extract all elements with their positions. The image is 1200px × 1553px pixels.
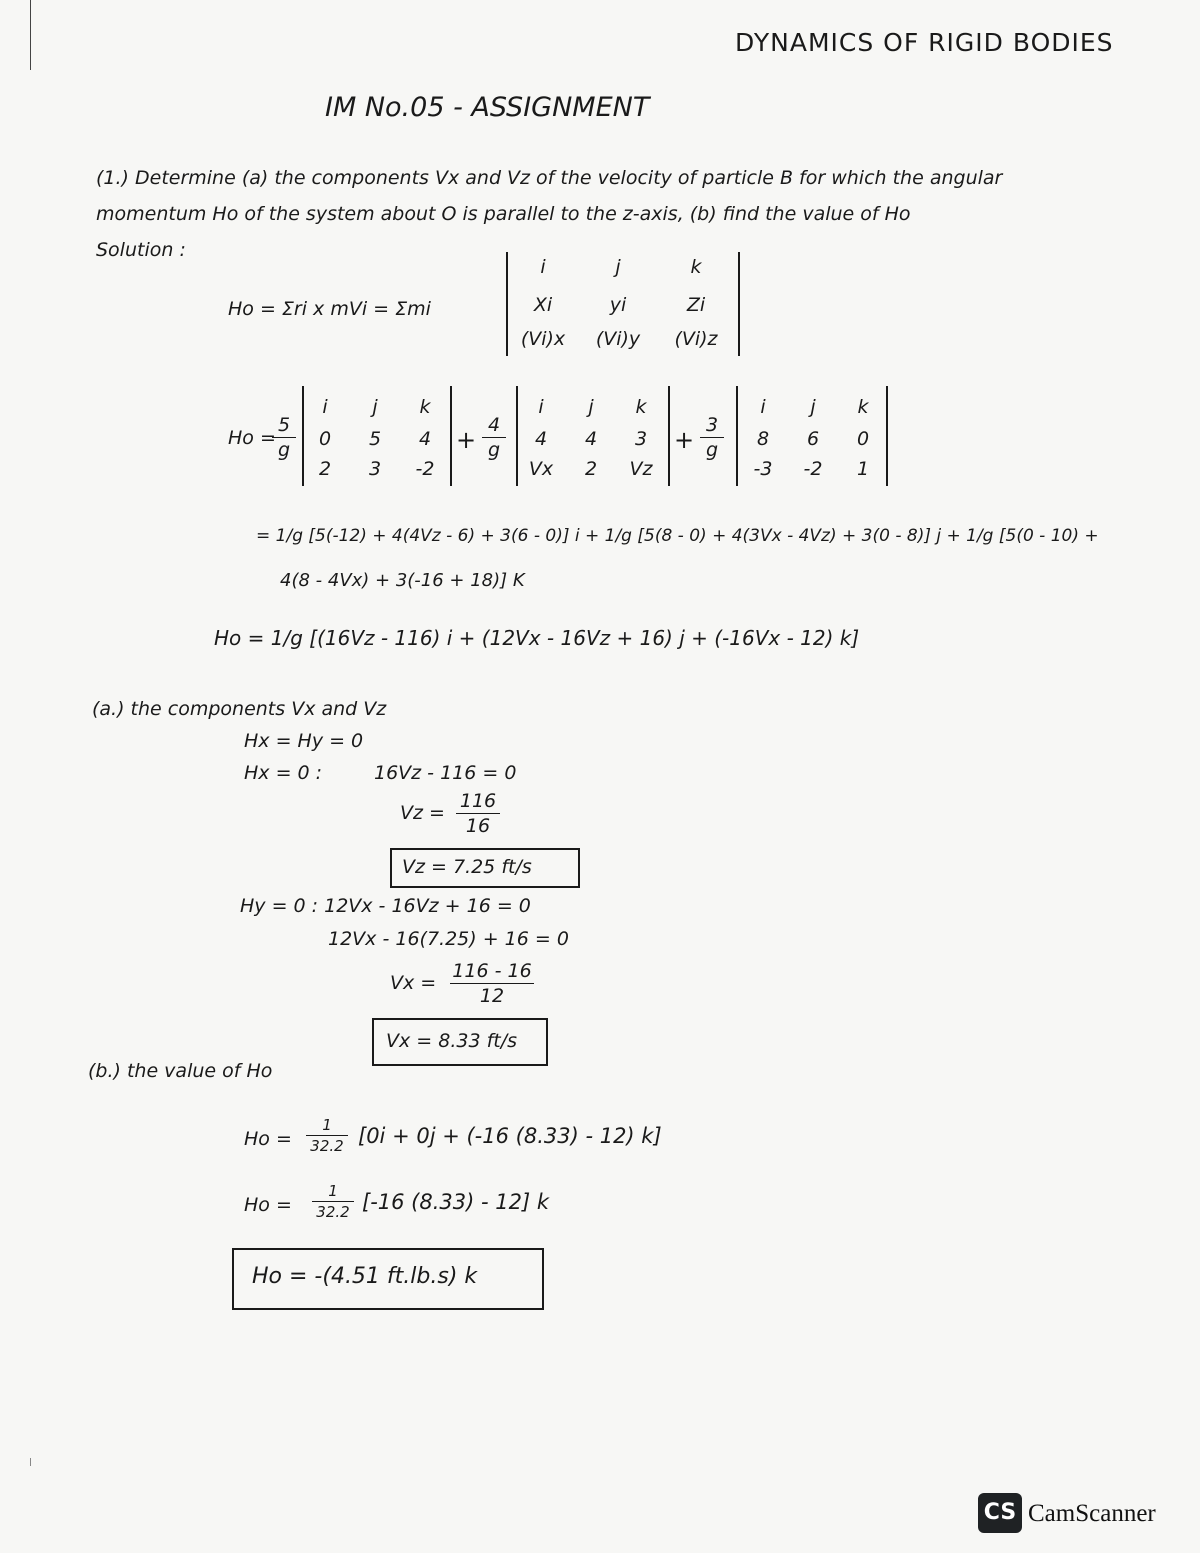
m1-cell: -2 <box>415 458 435 480</box>
part-a-line4: Hy = 0 : 12Vx - 16Vz + 16 = 0 <box>240 895 531 917</box>
frac-den: g <box>705 439 719 461</box>
eq1-lhs: Ho = Σri x mVi = Σmi <box>228 298 431 320</box>
m3-cell: i <box>760 396 766 418</box>
m1-cell: j <box>372 396 378 418</box>
m3-cell: -3 <box>753 458 773 480</box>
frac-den: 32.2 <box>310 1137 344 1155</box>
camscanner-brand: CamScanner <box>1028 1500 1156 1527</box>
m3-cell: 8 <box>756 428 770 450</box>
vx-answer: Vx = 8.33 ft/s <box>386 1030 518 1052</box>
eq2-lhs: Ho = <box>228 427 276 449</box>
m1-cell: i <box>322 396 328 418</box>
m1-cell: 3 <box>368 458 382 480</box>
eq2-plus-1: + <box>456 426 477 454</box>
frac-num: 3 <box>705 414 719 436</box>
part-a-line5: 12Vx - 16(7.25) + 16 = 0 <box>328 928 569 950</box>
part-a-line2b: 16Vz - 116 = 0 <box>374 762 517 784</box>
eq3-line2: 4(8 - 4Vx) + 3(-16 + 18)] K <box>280 570 525 591</box>
m2-cell: 4 <box>534 428 548 450</box>
frac-den: 12 <box>479 985 505 1007</box>
m3-cell: k <box>857 396 869 418</box>
camscanner-logo-icon: CS <box>978 1493 1022 1533</box>
eq1-cell: (Vi)z <box>674 328 718 350</box>
part-b-heading: (b.) the value of Ho <box>88 1060 273 1082</box>
m3-cell: -2 <box>803 458 823 480</box>
frac-num: 116 - 16 <box>452 960 532 982</box>
eq2-determinant-3 <box>736 386 888 486</box>
part-b-line1-frac <box>306 1116 348 1155</box>
eq2-frac2 <box>482 414 506 461</box>
m2-cell: i <box>538 396 544 418</box>
ho-answer: Ho = -(4.51 ft.lb.s) k <box>252 1264 478 1289</box>
part-a-line2: Hx = 0 : <box>244 762 323 784</box>
frac-num: 1 <box>328 1182 338 1200</box>
eq2-frac1 <box>272 414 296 461</box>
vz-answer-box <box>390 848 580 888</box>
frac-num: 116 <box>459 790 497 812</box>
part-a-vx-lhs: Vx = <box>390 972 437 994</box>
margin-mark <box>30 1458 31 1466</box>
m3-cell: j <box>810 396 816 418</box>
frac-den: 32.2 <box>316 1203 350 1221</box>
vx-answer-box <box>372 1018 548 1066</box>
eq1-cell: j <box>615 256 621 278</box>
m2-cell: 3 <box>634 428 648 450</box>
m1-cell: 4 <box>418 428 432 450</box>
part-a-vx-frac <box>450 960 534 1007</box>
eq2-determinant-2 <box>516 386 670 486</box>
eq2-frac3 <box>700 414 724 461</box>
eq1-cell: (Vi)y <box>595 328 641 350</box>
frac-den: 16 <box>465 815 491 837</box>
part-b-line1-lhs: Ho = <box>244 1128 292 1150</box>
m2-cell: k <box>635 396 647 418</box>
eq3-line1: = 1/g [5(-12) + 4(4Vz - 6) + 3(6 - 0)] i + 1/g [5(8 - 0) + 4(3Vx - 4Vz) + 3(0 - 8)] j + 1/g [5(0 - 10) + <box>256 526 1099 546</box>
part-b-line2-lhs: Ho = <box>244 1194 292 1216</box>
eq2-plus-2: + <box>674 426 695 454</box>
part-b-line2-rhs: [-16 (8.33) - 12] k <box>362 1190 549 1214</box>
eq1-cell: i <box>540 256 546 278</box>
subject-heading: DYNAMICS OF RIGID BODIES <box>735 28 1114 57</box>
m1-cell: 5 <box>368 428 382 450</box>
part-b-line1-rhs: [0i + 0j + (-16 (8.33) - 12) k] <box>358 1124 662 1148</box>
vz-answer: Vz = 7.25 ft/s <box>402 856 532 878</box>
assignment-title: IM No.05 - ASSIGNMENT <box>325 92 650 123</box>
eq1-cell: Zi <box>686 294 706 316</box>
eq1-cell: Xi <box>533 294 553 316</box>
solution-label: Solution : <box>96 239 186 261</box>
m3-cell: 0 <box>856 428 870 450</box>
part-a-vz-frac <box>456 790 500 837</box>
m3-cell: 1 <box>856 458 870 480</box>
eq1-cell: (Vi)x <box>520 328 566 350</box>
m2-cell: Vx <box>528 458 554 480</box>
ho-answer-box <box>232 1248 544 1310</box>
m1-cell: k <box>419 396 431 418</box>
m2-cell: 4 <box>584 428 598 450</box>
eq1-cell: yi <box>609 294 627 316</box>
problem-text: (1.) Determine (a) the components Vx and Vz of the velocity of particle B for which the angular momentum Ho of the system about O is parallel to the z-axis, (b) find the value of Ho <box>96 167 1003 225</box>
eq4-result: Ho = 1/g [(16Vz - 116) i + (12Vx - 16Vz + 16) j + (-16Vx - 12) k] <box>214 626 860 650</box>
frac-den: g <box>277 439 291 461</box>
part-a-line1: Hx = Hy = 0 <box>244 730 364 752</box>
part-a-heading: (a.) the components Vx and Vz <box>92 698 387 720</box>
frac-den: g <box>487 439 501 461</box>
eq1-cell: k <box>690 256 702 278</box>
m2-cell: j <box>588 396 594 418</box>
m2-cell: 2 <box>584 458 598 480</box>
page-edge-line <box>30 0 31 70</box>
part-a-vz-lhs: Vz = <box>400 802 445 824</box>
m2-cell: Vz <box>629 458 653 480</box>
m3-cell: 6 <box>806 428 820 450</box>
eq1-determinant <box>506 252 740 356</box>
frac-num: 1 <box>322 1116 332 1134</box>
m1-cell: 0 <box>318 428 332 450</box>
frac-num: 5 <box>277 414 291 436</box>
m1-cell: 2 <box>318 458 332 480</box>
part-b-line2-frac <box>312 1182 354 1221</box>
frac-num: 4 <box>487 414 501 436</box>
eq2-determinant-1 <box>302 386 452 486</box>
